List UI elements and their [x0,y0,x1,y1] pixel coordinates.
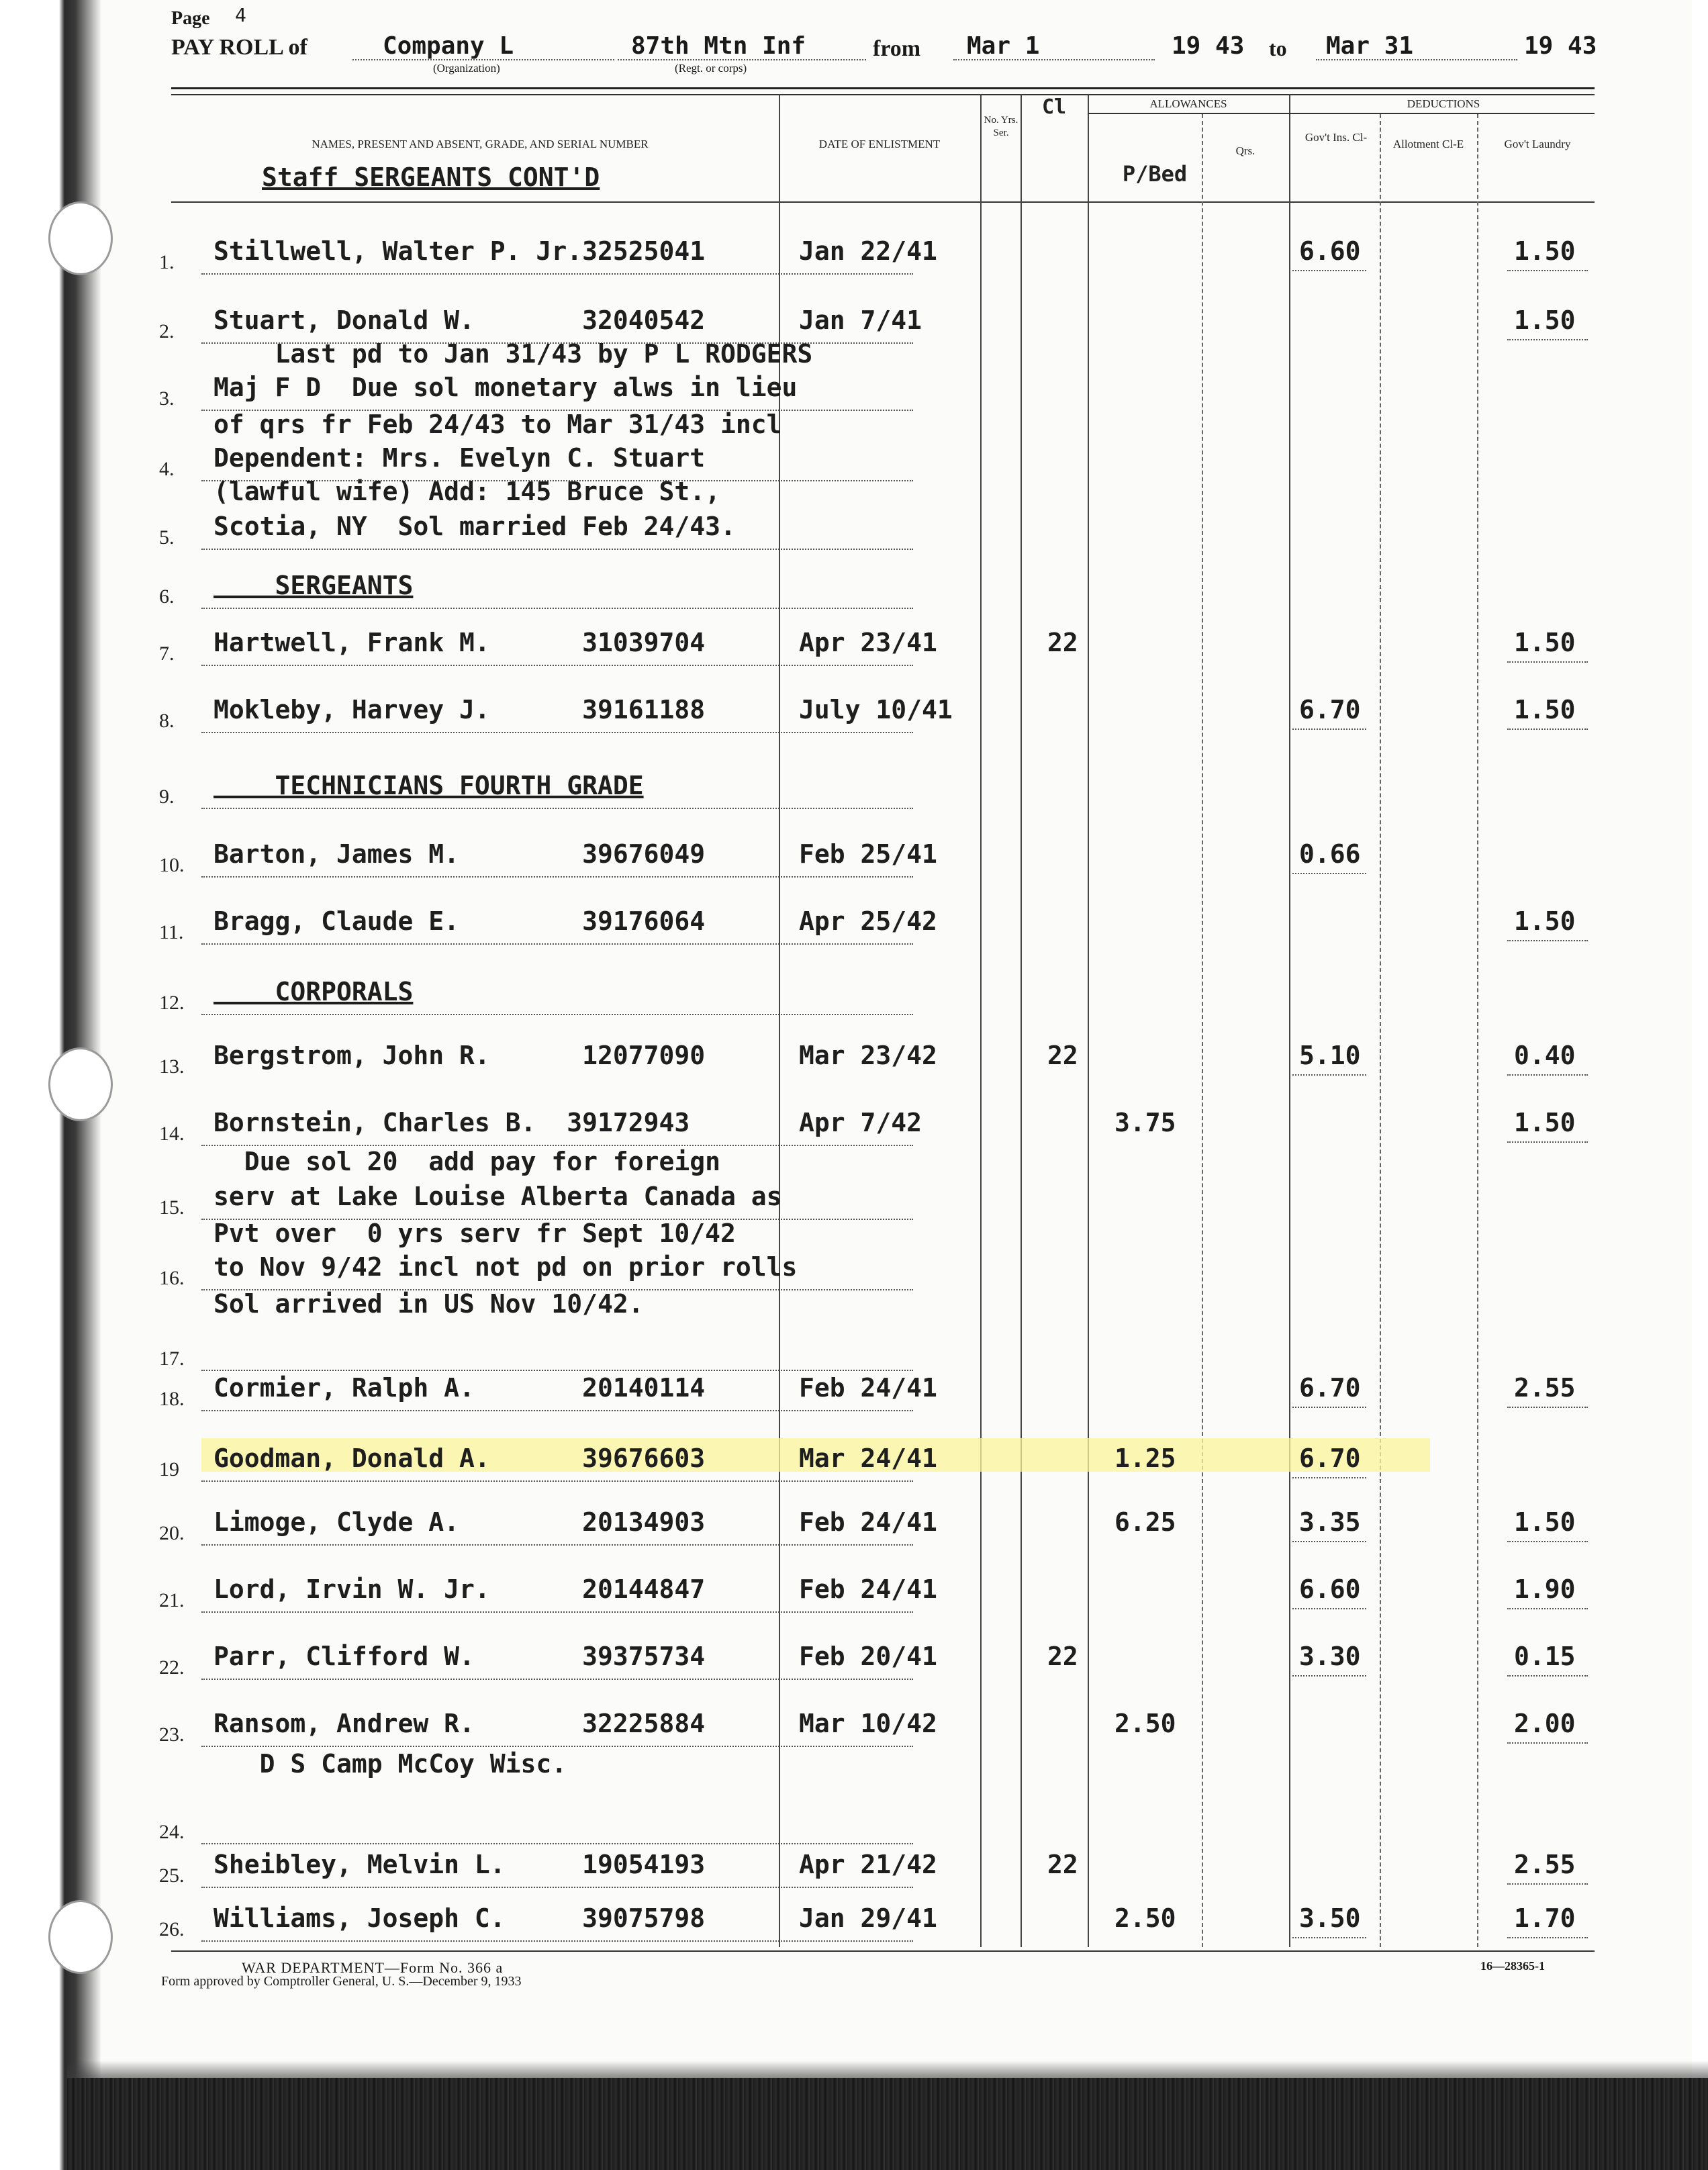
regiment-line [618,59,866,60]
class-a-allowance: 3.75 [1114,1108,1176,1137]
row-number: 18. [159,1388,185,1410]
row-number: 23. [159,1724,185,1746]
enlistment-date: Jan 22/41 [799,236,937,266]
row-entry: Cormier, Ralph A. 20140114 [214,1373,706,1403]
organization-value: Company L [383,32,514,60]
from-label: from [873,36,921,61]
row-entry: Lord, Irvin W. Jr. 20144847 [214,1574,706,1604]
enlistment-date: Feb 25/41 [799,839,937,869]
col-head-allowances: ALLOWANCES [1149,97,1227,110]
section-heading: CORPORALS [214,977,414,1006]
cell-rule [1507,940,1588,941]
binder-hole-top [48,201,113,275]
cell-rule [1507,728,1588,730]
row-number: 7. [159,643,175,665]
row-entry: Limoge, Clyde A. 20134903 [214,1507,706,1537]
row-number: 15. [159,1196,185,1219]
enlistment-date: Mar 24/41 [799,1444,937,1473]
class-a-allowance: 6.25 [1114,1507,1176,1537]
row-rule [201,808,913,809]
row-number: 11. [159,921,184,943]
row-rule [201,943,913,945]
row-number: 22. [159,1656,185,1679]
regiment-value: 87th Mtn Inf [631,32,806,60]
group-header-rule [1088,113,1595,114]
col-divider-class [1088,94,1089,1947]
gov-laundry: 1.50 [1514,695,1576,724]
col-divider-years [1021,94,1022,1947]
cell-rule [1507,661,1588,663]
enlistment-date: Jan 7/41 [799,305,922,335]
form-approval: Form approved by Comptroller General, U. S.—December 9, 1933 [161,1974,522,1989]
row-number: 8. [159,710,175,732]
row-entry: Stillwell, Walter P. Jr.32525041 [214,236,706,266]
to-date: Mar 31 [1326,32,1414,60]
row-entry: Hartwell, Frank M. 31039704 [214,628,706,657]
gov-insurance: 3.30 [1299,1642,1361,1671]
row-number: 14. [159,1123,185,1145]
row-rule [201,1746,913,1747]
form-code: 16—28365-1 [1480,1959,1545,1973]
col-divider-allowances [1289,94,1290,1947]
row-rule [201,1410,913,1411]
enlistment-date: Apr 7/42 [799,1108,922,1137]
class-a-allowance: 1.25 [1114,1444,1176,1473]
row-rule [201,1014,913,1015]
row-entry: Bergstrom, John R. 12077090 [214,1041,706,1070]
gov-insurance: 6.70 [1299,1373,1361,1403]
gov-insurance: 6.60 [1299,236,1361,266]
gov-laundry: 2.00 [1514,1709,1576,1738]
row-entry: of qrs fr Feb 24/43 to Mar 31/43 incl [214,410,782,439]
cell-rule [1507,1541,1588,1542]
enlistment-date: Apr 21/42 [799,1850,937,1879]
row-rule [201,665,913,666]
row-entry: serv at Lake Louise Alberta Canada as [214,1182,782,1211]
to-year: 19 43 [1524,32,1597,60]
section-heading: TECHNICIANS FOURTH GRADE [214,771,644,800]
cell-rule [1292,1477,1366,1478]
row-rule [201,1544,913,1546]
row-entry: Bragg, Claude E. 39176064 [214,906,706,936]
row-number: 6. [159,585,175,608]
row-entry: Bornstein, Charles B. 39172943 [214,1108,690,1137]
row-number: 3. [159,387,175,410]
cell-rule [1507,1883,1588,1885]
cell-rule [1507,1141,1588,1143]
row-rule [201,608,913,609]
gov-insurance: 3.35 [1299,1507,1361,1537]
gov-laundry: 1.50 [1514,1507,1576,1537]
regiment-caption: (Regt. or corps) [675,62,747,75]
row-entry: Pvt over 0 yrs serv fr Sept 10/42 [214,1219,736,1248]
row-rule [201,732,913,733]
enlistment-date: Jan 29/41 [799,1903,937,1933]
row-rule [201,273,913,275]
row-number: 25. [159,1865,185,1887]
gov-laundry: 0.15 [1514,1642,1576,1671]
row-number: 1. [159,251,175,273]
enlistment-date: Feb 24/41 [799,1574,937,1604]
cell-rule [1507,1407,1588,1408]
from-date-line [953,59,1155,60]
gov-laundry: 0.40 [1514,1041,1576,1070]
cell-rule [1507,339,1588,340]
row-number: 16. [159,1267,185,1289]
cell-rule [1292,270,1366,271]
enlistment-date: Apr 23/41 [799,628,937,657]
gov-laundry: 1.50 [1514,906,1576,936]
row-entry: Sol arrived in US Nov 10/42. [214,1289,644,1319]
row-number: 10. [159,854,185,876]
row-number: 12. [159,992,185,1014]
enlistment-date: Mar 10/42 [799,1709,937,1738]
enlistment-date: Feb 24/41 [799,1373,937,1403]
row-rule [201,1940,913,1942]
cell-rule [1292,1675,1366,1677]
cell-rule [1507,1608,1588,1609]
row-entry: Last pd to Jan 31/43 by P L RODGERS [214,339,813,369]
from-date: Mar 1 [967,32,1040,60]
enlistment-date: Feb 20/41 [799,1642,937,1671]
organization-line [352,59,614,60]
row-number: 19 [159,1458,179,1480]
to-date-line [1316,59,1517,60]
row-rule [201,1679,913,1680]
col-head-enlistment: DATE OF ENLISTMENT [818,138,941,150]
page-number: 4 [235,4,246,26]
col-head-pbed: P/Bed [1122,161,1188,187]
row-entry: Sheibley, Melvin L. 19054193 [214,1850,706,1879]
gov-insurance: 6.70 [1299,1444,1361,1473]
gov-insurance: 3.50 [1299,1903,1361,1933]
row-entry: Mokleby, Harvey J. 39161188 [214,695,706,724]
row-entry: Williams, Joseph C. 39075798 [214,1903,706,1933]
row-number: 20. [159,1522,185,1544]
enlistment-date: Apr 25/42 [799,906,937,936]
scan-bottom-edge [67,2078,1708,2170]
years-served: 22 [1047,1850,1078,1879]
section-title: Staff SERGEANTS CONT'D [262,162,600,192]
row-rule [201,1145,913,1146]
row-number: 4. [159,458,175,480]
row-entry: Maj F D Due sol monetary alws in lieu [214,373,798,402]
row-entry: D S Camp McCoy Wisc. [214,1749,567,1779]
row-entry: (lawful wife) Add: 145 Bruce St., [214,477,720,506]
cell-rule [1292,1608,1366,1609]
enlistment-date: Feb 24/41 [799,1507,937,1537]
gov-laundry: 1.50 [1514,1108,1576,1137]
row-number: 5. [159,526,175,549]
col-divider-allotment [1477,114,1478,1947]
row-number: 2. [159,320,175,342]
row-entry: Goodman, Donald A. 39676603 [214,1444,706,1473]
row-number: 13. [159,1055,185,1078]
row-rule [201,1370,913,1371]
col-divider-names [779,94,780,1947]
col-divider-cla [1202,114,1203,1947]
col-head-years: No. Yrs. Ser. [984,115,1018,138]
col-head-gov-ins: Gov't Ins. Cl- [1304,131,1368,144]
gov-insurance: 5.10 [1299,1041,1361,1070]
col-divider-ins [1380,114,1381,1947]
cell-rule [1507,1675,1588,1677]
table-top-rule [171,87,1595,89]
col-head-gov-laundry: Gov't Laundry [1504,138,1571,150]
gov-insurance: 0.66 [1299,839,1361,869]
row-entry: Due sol 20 add pay for foreign [214,1147,720,1176]
years-served: 22 [1047,628,1078,657]
gov-laundry: 1.50 [1514,305,1576,335]
row-rule [201,1480,913,1482]
cell-rule [1292,728,1366,730]
form-number: WAR DEPARTMENT—Form No. 366 a [242,1959,504,1976]
row-number: 26. [159,1918,185,1940]
cell-rule [1292,873,1366,874]
row-number: 9. [159,786,175,808]
col-divider-date [980,94,982,1947]
gov-insurance: 6.70 [1299,695,1361,724]
row-number: 17. [159,1348,185,1370]
row-rule [201,876,913,878]
header-bottom-rule [171,201,1595,203]
col-head-qrs: Qrs. [1235,144,1255,157]
row-rule [201,1843,913,1844]
cell-rule [1507,1074,1588,1076]
cell-rule [1292,1937,1366,1938]
table-bottom-rule [171,1950,1595,1952]
cell-rule [1507,270,1588,271]
cell-rule [1292,1407,1366,1408]
col-head-class: Cl [1041,95,1067,119]
table-top-rule-2 [171,94,1595,95]
gov-laundry: 2.55 [1514,1373,1576,1403]
from-year: 19 43 [1172,32,1245,60]
binder-hole-bottom [48,1900,113,1974]
class-a-allowance: 2.50 [1114,1709,1176,1738]
row-rule [201,1887,913,1888]
gov-laundry: 1.90 [1514,1574,1576,1604]
binder-hole-middle [48,1047,113,1121]
row-number: 24. [159,1821,185,1843]
gov-insurance: 6.60 [1299,1574,1361,1604]
row-entry: Barton, James M. 39676049 [214,839,706,869]
payroll-title: PAY ROLL of [171,35,307,60]
enlistment-date: July 10/41 [799,695,953,724]
row-entry: to Nov 9/42 incl not pd on prior rolls [214,1252,798,1282]
years-served: 22 [1047,1642,1078,1671]
to-label: to [1269,36,1287,60]
section-heading: SERGEANTS [214,571,414,600]
row-entry: Ransom, Andrew R. 32225884 [214,1709,706,1738]
gov-laundry: 1.70 [1514,1903,1576,1933]
class-a-allowance: 2.50 [1114,1903,1176,1933]
row-entry: Parr, Clifford W. 39375734 [214,1642,706,1671]
gov-laundry: 1.50 [1514,236,1576,266]
col-head-names: NAMES, PRESENT AND ABSENT, GRADE, AND SERIAL NUMBER [312,138,649,150]
page-label: Page [171,8,210,29]
row-rule [201,549,913,550]
years-served: 22 [1047,1041,1078,1070]
cell-rule [1292,1074,1366,1076]
col-head-deductions: DEDUCTIONS [1407,97,1480,110]
organization-caption: (Organization) [433,62,500,75]
cell-rule [1507,1742,1588,1744]
row-number: 21. [159,1589,185,1611]
row-entry: Scotia, NY Sol married Feb 24/43. [214,512,736,541]
row-entry: Dependent: Mrs. Evelyn C. Stuart [214,443,706,473]
col-head-allotment: Allotment Cl-E [1392,138,1464,150]
row-entry: Stuart, Donald W. 32040542 [214,305,706,335]
gov-laundry: 1.50 [1514,628,1576,657]
cell-rule [1507,1937,1588,1938]
enlistment-date: Mar 23/42 [799,1041,937,1070]
row-rule [201,1611,913,1613]
cell-rule [1292,1541,1366,1542]
gov-laundry: 2.55 [1514,1850,1576,1879]
